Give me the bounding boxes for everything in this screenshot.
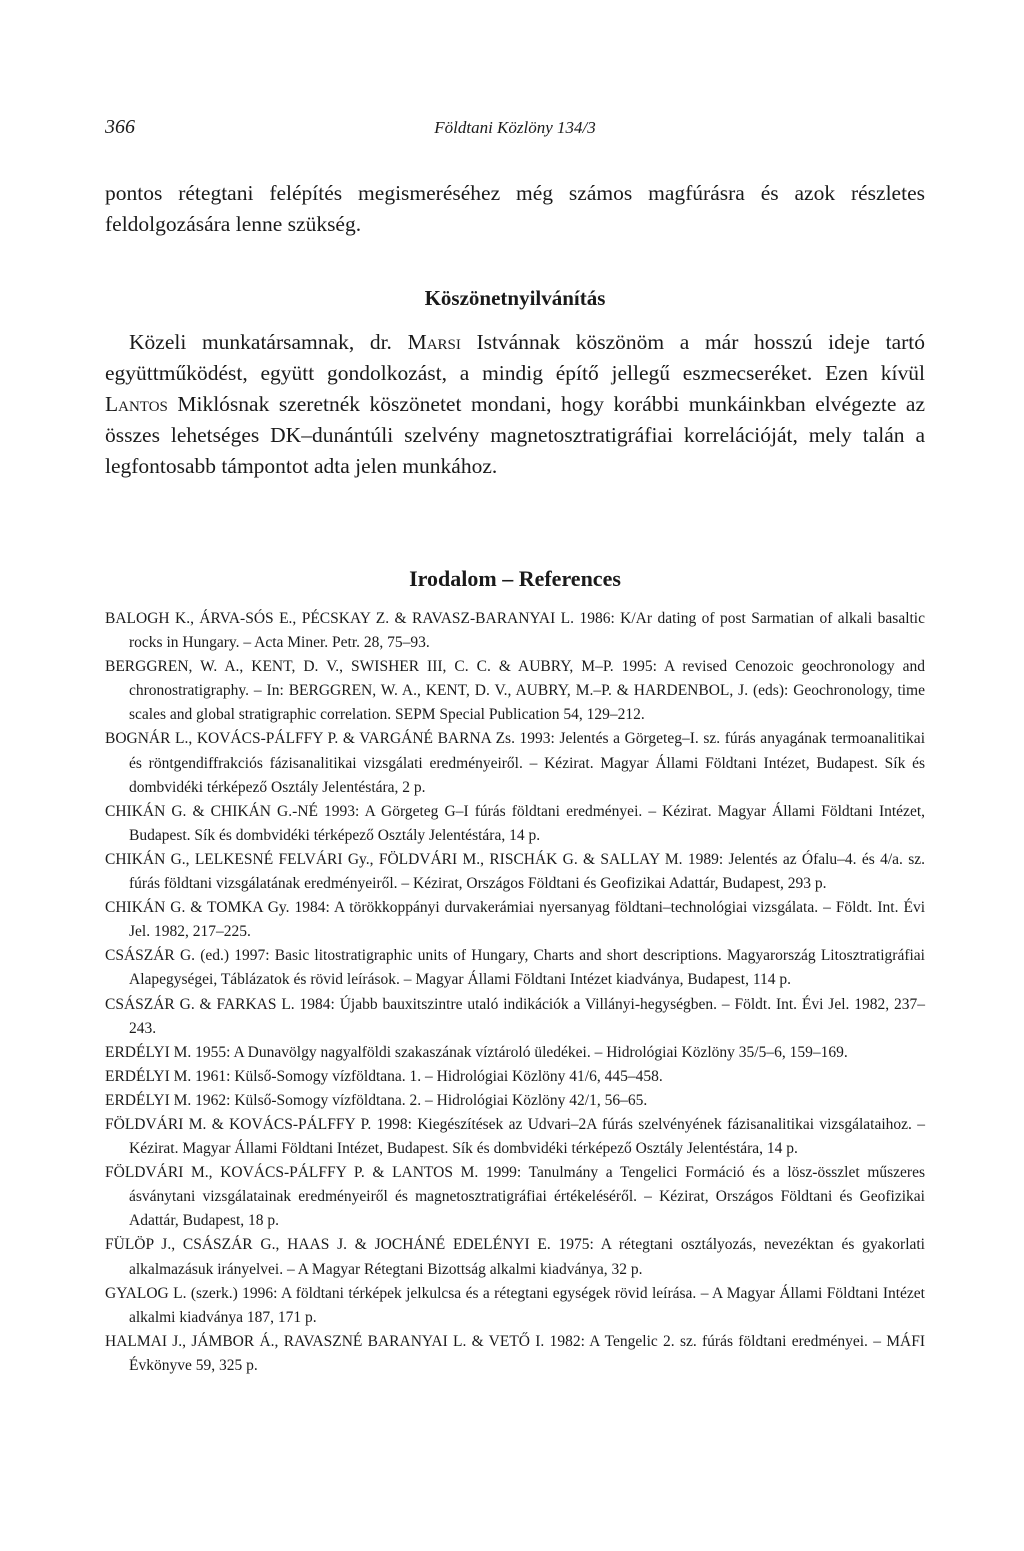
reference-item: CHIKÁN G. & CHIKÁN G.-NÉ 1993: A Görgeteg G–I fúrás földtani eredményei. – Kézirat. Magyar Állami Földtani Intézet, Budapest. Sík és dombvidéki térképező Osztály Jelentéstára, 14 p. <box>105 802 925 844</box>
reference-item: CHIKÁN G., LELKESNÉ FELVÁRI Gy., FÖLDVÁRI M., RISCHÁK G. & SALLAY M. 1989: Jelentés az Ófalu–4. és 4/a. sz. fúrás földtani vizsgálatának eredményeiről. – Kézirat, Országos Földtani és Geofizikai Adattár, Budapest, 293 p. <box>105 850 925 893</box>
intro-paragraph: pontos rétegtani felépítés megismeréséhez még számos magfúrásra és azok részletes feldolgozására lenne szükség. <box>105 181 925 236</box>
ack-text-2: Istvánnak köszönöm a már hosszú ideje tartó együttműködést, együtt gondolkozást, a mindig építő jellegű eszmecseréket. Ezen kívül <box>105 330 925 385</box>
references-heading: Irodalom – References <box>409 566 621 591</box>
reference-item: HALMAI J., JÁMBOR Á., RAVASZNÉ BARANYAI L. & VETŐ I. 1982: A Tengelic 2. sz. fúrás földtani eredményei. – MÁFI Évkönyve 59, 325 p. <box>105 1332 925 1374</box>
reference-item: CSÁSZÁR G. (ed.) 1997: Basic litostratigraphic units of Hungary, Charts and short descriptions. Magyarország Litosztratigráfiai Alapegységei, Táblázatok és rövid leírások. – Magyar Állami Földtani Intézet kiadványa, Budapest, 114 p. <box>105 947 925 989</box>
reference-item: CSÁSZÁR G. & FARKAS L. 1984: Újabb bauxitszintre utaló indikációk a Villányi-hegységben. – Földt. Int. Évi Jel. 1982, 237–243. <box>105 995 925 1037</box>
acknowledgement-heading: Köszönetnyilvánítás <box>424 286 606 310</box>
ack-text-3: Miklósnak szeretnék köszönetet mondani, hogy korábbi munkáinkban elvégezte az összes lehetséges DK–dunántúli szelvény magnetosztratigráfiai korrelációját, mely talán a legfontosabb támpontot adta jelen munkához. <box>105 392 925 478</box>
reference-item: BOGNÁR L., KOVÁCS-PÁLFFY P. & VARGÁNÉ BARNA Zs. 1993: Jelentés a Görgeteg–I. sz. fúrás anyagának termoanalitikai és röntgendiffrakciós fázisanalitikai vizsgálati eredményeiről. – Kézirat. Magyar Állami Földtani Intézet, Budapest. Sík és dombvidéki térképező Osztály Jelentéstára, 2 p. <box>105 730 925 796</box>
page-number: 366 <box>105 116 135 138</box>
reference-item: ERDÉLYI M. 1962: Külső-Somogy vízföldtana. 2. – Hidrológiai Közlöny 42/1, 56–65. <box>105 1091 648 1109</box>
reference-item: FÖLDVÁRI M., KOVÁCS-PÁLFFY P. & LANTOS M. 1999: Tanulmány a Tengelici Formáció és a lösz-összlet műszeres ásványtani vizsgálatainak eredményeiről és magnetosztratigráfiai értékeléséről. – Kézirat, Országos Földtani és Geofizikai Adattár, Budapest, 18 p. <box>105 1164 925 1230</box>
ack-name-marsi: Marsi <box>407 330 461 354</box>
reference-list <box>105 607 925 1378</box>
reference-item: FÖLDVÁRI M. & KOVÁCS-PÁLFFY P. 1998: Kiegészítések az Udvari–2A fúrás szelvényének fázisanalitikai vizsgálataihoz. – Kézirat. Magyar Állami Földtani Intézet, Budapest. Sík és dombvidéki térképező Osztály Jelentéstára, 14 p. <box>105 1115 925 1158</box>
journal-title: Földtani Közlöny 134/3 <box>434 118 596 137</box>
reference-item: ERDÉLYI M. 1955: A Dunavölgy nagyalföldi szakaszának víztároló üledékei. – Hidrológiai Közlöny 35/5–6, 159–169. <box>105 1043 848 1061</box>
reference-item: BALOGH K., ÁRVA-SÓS E., PÉCSKAY Z. & RAVASZ-BARANYAI L. 1986: K/Ar dating of post Sarmatian of alkali basaltic rocks in Hungary. – Acta Miner. Petr. 28, 75–93. <box>105 610 925 652</box>
acknowledgement-paragraph <box>105 327 925 482</box>
reference-item: GYALOG L. (szerk.) 1996: A földtani térképek jelkulcsa és a rétegtani egységek rövid leírása. – A Magyar Állami Földtani Intézet alkalmi kiadványa 187, 171 p. <box>105 1284 925 1326</box>
ack-text-1: Közeli munkatársamnak, dr. <box>129 330 408 354</box>
reference-item: BERGGREN, W. A., KENT, D. V., SWISHER III, C. C. & AUBRY, M–P. 1995: A revised Cenozoic geochronology and chronostratigraphy. – In: BERGGREN, W. A., KENT, D. V., AUBRY, M.–P. & HARDENBOL, J. (eds): Geochronology, time scales and global stratigraphic correlation. SEPM Special Publication 54, 129–212. <box>105 658 925 724</box>
running-head <box>105 116 925 142</box>
reference-item: ERDÉLYI M. 1961: Külső-Somogy vízföldtana. 1. – Hidrológiai Közlöny 41/6, 445–458. <box>105 1067 663 1085</box>
reference-item: CHIKÁN G. & TOMKA Gy. 1984: A törökkoppányi durvakerámiai nyersanyag földtani–technológiai vizsgálata. – Földt. Int. Évi Jel. 1982, 217–225. <box>105 899 925 941</box>
ack-name-lantos: Lantos <box>105 392 168 416</box>
reference-item: FÜLÖP J., CSÁSZÁR G., HAAS J. & JOCHÁNÉ EDELÉNYI E. 1975: A rétegtani osztályozás, nevezéktan és gyakorlati alkalmazásuk irányelvei. – A Magyar Rétegtani Bizottság alkalmi kiadványa, 32 p. <box>105 1236 925 1278</box>
